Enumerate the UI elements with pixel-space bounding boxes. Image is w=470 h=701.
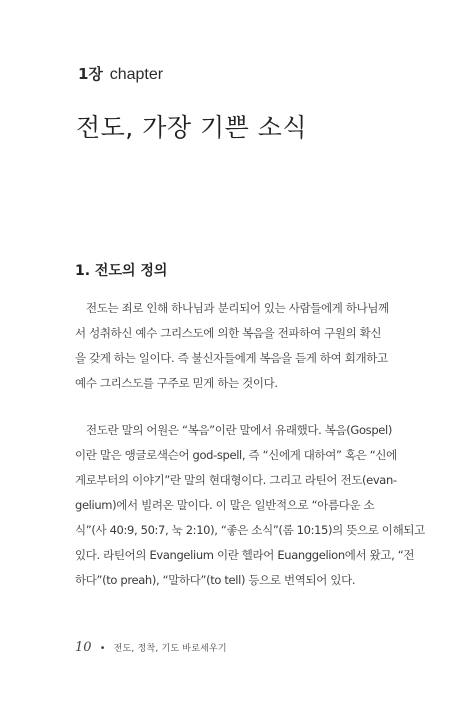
paragraph-2 — [75, 418, 425, 593]
section-heading: 1. 전도의 정의 — [75, 263, 168, 279]
paragraph-line: gelium)에서 빌려온 말이다. 이 말은 일반적으로 “아름다운 소 — [75, 498, 375, 512]
paragraph-1 — [75, 296, 395, 396]
chapter-number: 1장 — [78, 65, 103, 83]
paragraph-line: 서 성취하신 예수 그리스도에 의한 복음을 전파하여 구원의 확신 — [75, 326, 382, 340]
footer-book-title: 전도, 정착, 기도 바로세우기 — [113, 644, 227, 654]
paragraph-line: 있다. 라틴어의 Evangelium 이란 헬라어 Euanggelion에서 왔고, “전 — [75, 548, 415, 562]
page-footer — [75, 636, 227, 655]
paragraph-line: 게로부터의 이야기”란 말의 현대형이다. 그리고 라틴어 전도(evan- — [75, 473, 397, 487]
paragraph-line: 식”(사 40:9, 50:7, 눅 2:10), “좋은 소식”(롬 10:15)의 뜻으로 이해되고 — [75, 523, 425, 537]
chapter-title: 전도, 가장 기쁜 소식 — [76, 113, 307, 142]
paragraph-line: 전도란 말의 어원은 “복음”이란 말에서 유래했다. 복음(Gospel) — [86, 423, 392, 437]
chapter-label — [78, 63, 163, 84]
paragraph-line: 예수 그리스도를 구주로 믿게 하는 것이다. — [75, 376, 278, 390]
paragraph-line: 전도는 죄로 인해 하나님과 분리되어 있는 사람들에게 하나님께 — [86, 301, 389, 315]
paragraph-line: 하다”(to preah), “말하다”(to tell) 등으로 번역되어 있다. — [75, 573, 356, 587]
paragraph-line: 이란 말은 앵글로색슨어 god-spell, 즉 “신에게 대하여” 혹은 “신에 — [75, 448, 397, 462]
page-number: 10 — [75, 640, 92, 655]
chapter-word: chapter — [109, 66, 164, 83]
footer-separator: • — [99, 643, 106, 654]
paragraph-line: 을 갖게 하는 일이다. 즉 불신자들에게 복음을 듣게 하여 회개하고 — [75, 351, 388, 365]
